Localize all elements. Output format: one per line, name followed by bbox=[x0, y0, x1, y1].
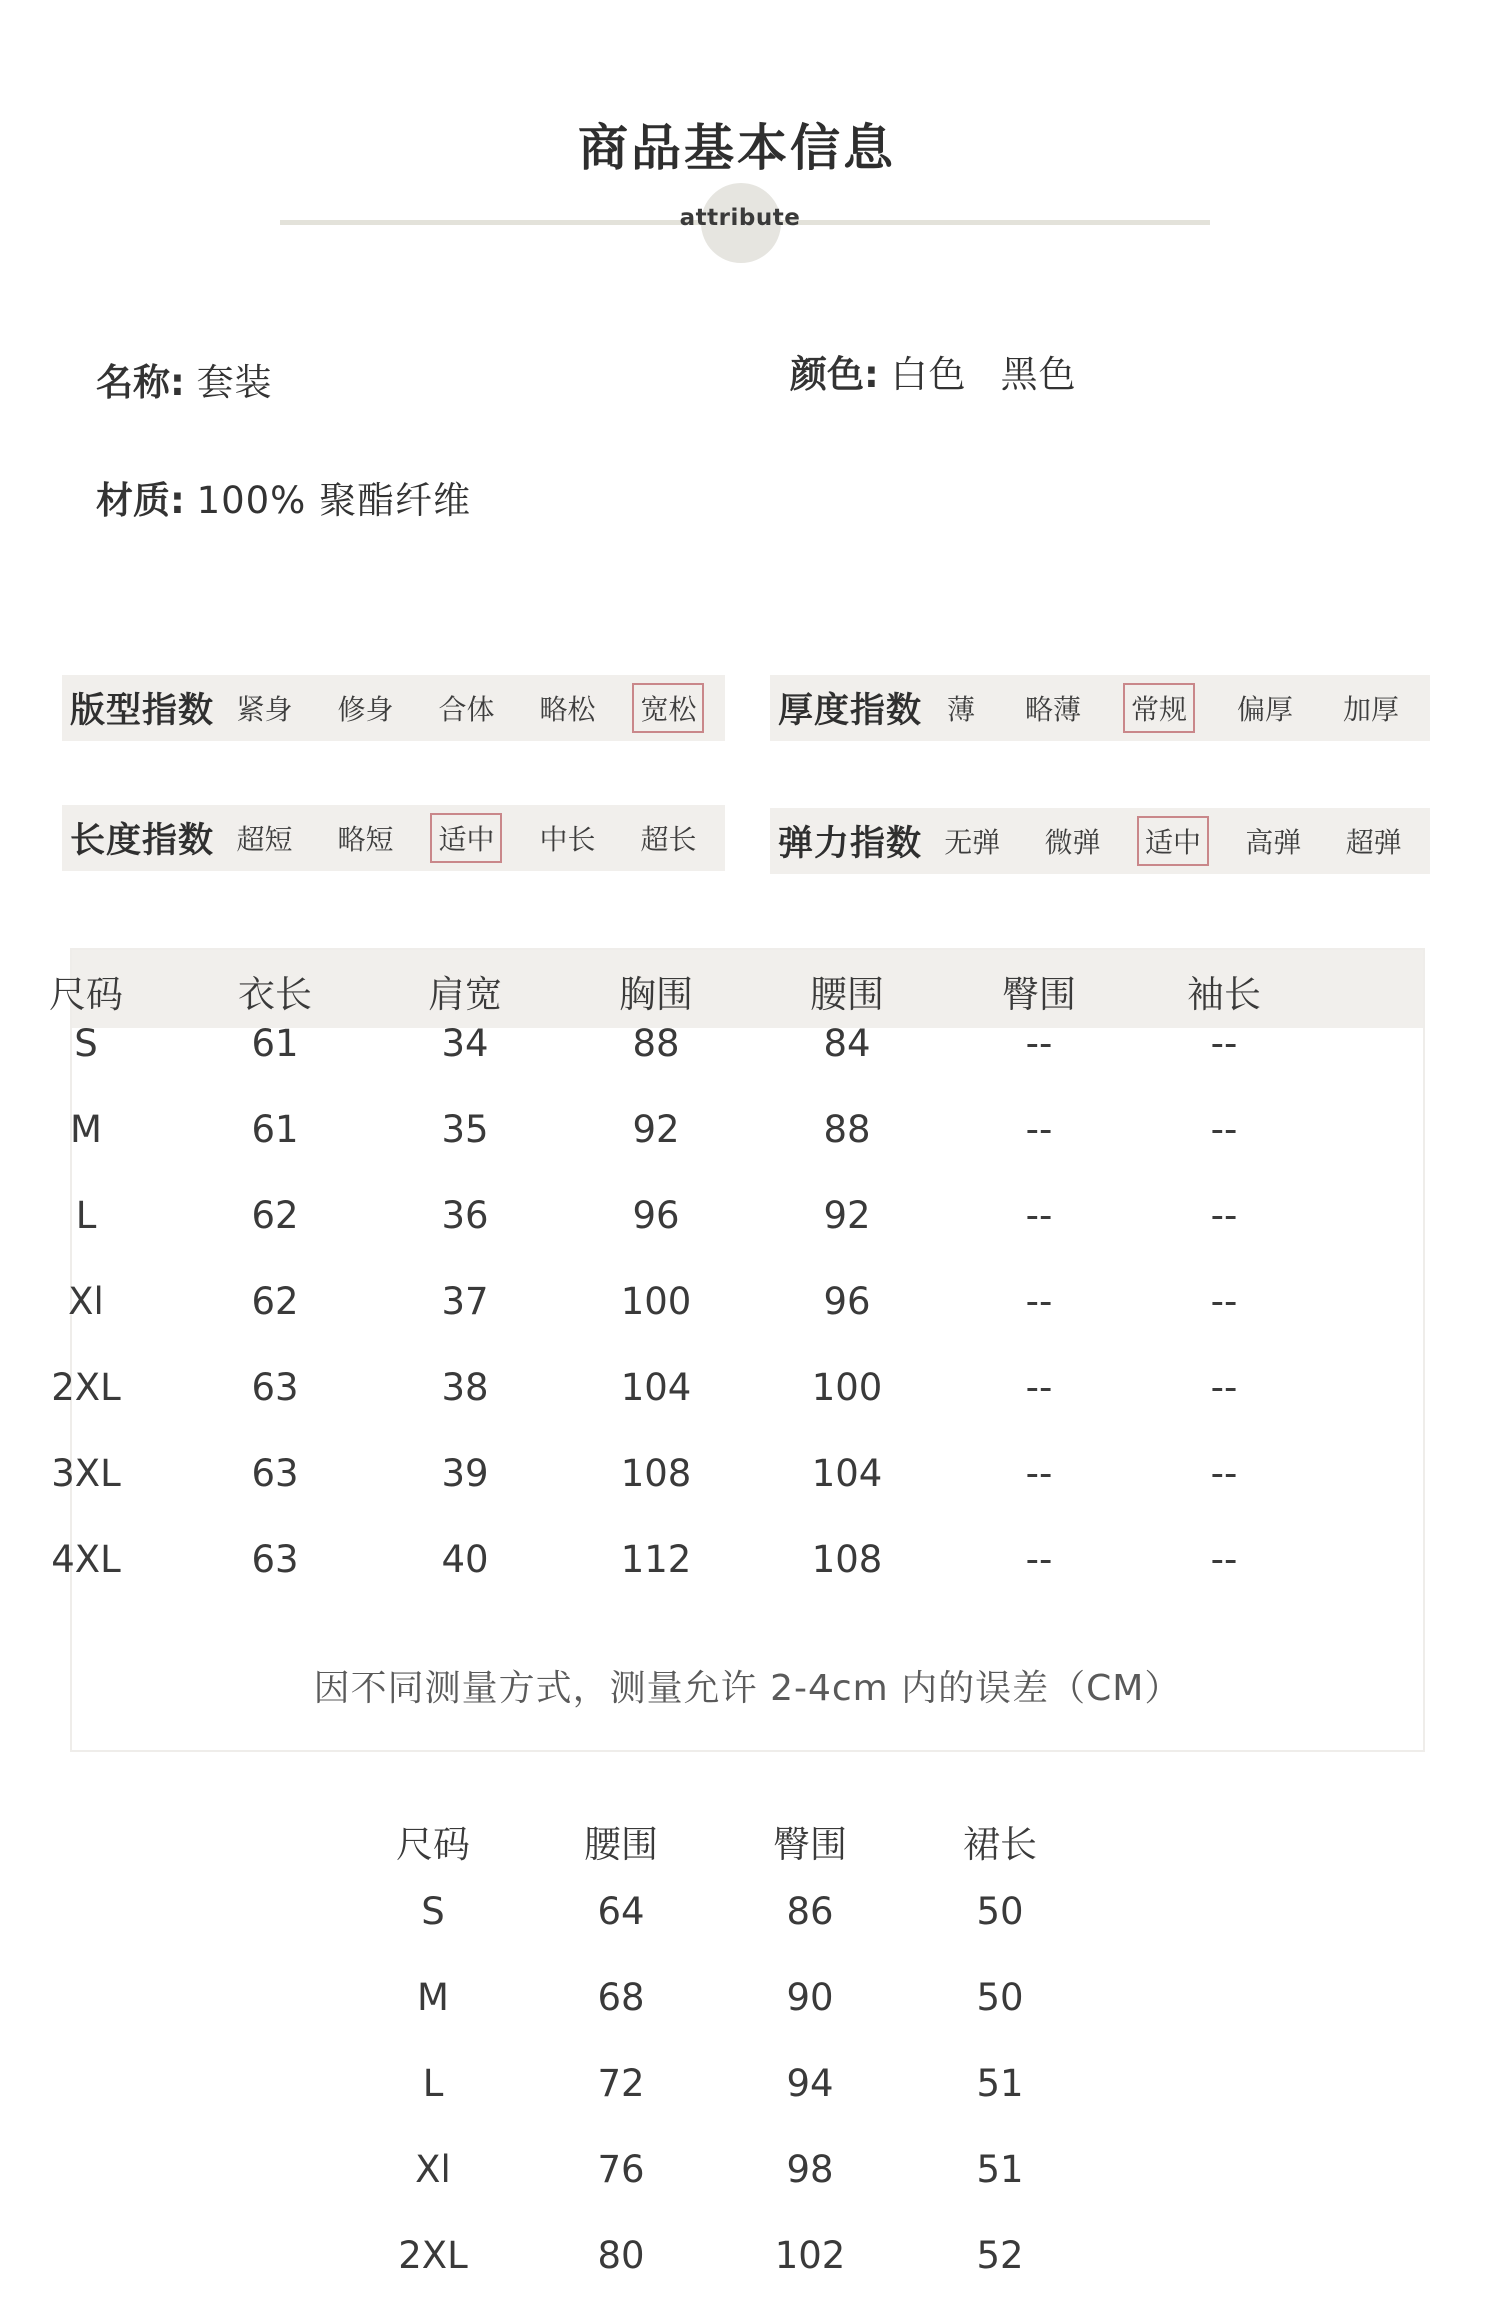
table-cell: M bbox=[70, 1108, 102, 1151]
table-cell: 88 bbox=[823, 1108, 871, 1151]
info-color-label: 颜色: bbox=[790, 353, 879, 396]
table-cell: -- bbox=[1210, 1108, 1238, 1151]
fit-index-options bbox=[214, 683, 725, 733]
table-cell: -- bbox=[1210, 1022, 1238, 1065]
elasticity-index-label: 弹力指数 bbox=[778, 824, 923, 864]
table-header-cell: 臀围 bbox=[1002, 973, 1076, 1016]
table-cell: 39 bbox=[441, 1452, 489, 1495]
size-table-top bbox=[49, 948, 1425, 1752]
table-cell: 100 bbox=[620, 1280, 692, 1323]
table-cell: 61 bbox=[251, 1108, 299, 1151]
table-cell: 61 bbox=[251, 1022, 299, 1065]
table-cell: 92 bbox=[632, 1108, 680, 1151]
table-cell: 92 bbox=[823, 1194, 871, 1237]
skirt-table-cell: 64 bbox=[597, 1890, 645, 1933]
length-option: 超长 bbox=[640, 823, 697, 856]
fit-index-bar bbox=[62, 675, 725, 741]
fit-option: 修身 bbox=[337, 693, 394, 726]
skirt-table-cell: 94 bbox=[786, 2062, 834, 2105]
table-cell: -- bbox=[1025, 1538, 1053, 1581]
length-option: 超短 bbox=[236, 823, 293, 856]
info-material-label: 材质: bbox=[96, 479, 185, 522]
table-cell: -- bbox=[1025, 1280, 1053, 1323]
info-color-white: 白色 bbox=[890, 353, 967, 396]
table-cell: 100 bbox=[811, 1366, 883, 1409]
table-cell: 2XL bbox=[51, 1366, 121, 1409]
table-cell: 63 bbox=[251, 1452, 299, 1495]
table-cell: -- bbox=[1210, 1452, 1238, 1495]
length-index-options bbox=[214, 813, 725, 863]
table-cell: 88 bbox=[632, 1022, 680, 1065]
table-header-cell: 胸围 bbox=[619, 973, 693, 1016]
table-cell: -- bbox=[1025, 1452, 1053, 1495]
info-name-value: 套装 bbox=[196, 361, 273, 404]
skirt-table-cell: 50 bbox=[976, 1890, 1024, 1933]
table-header-cell: 袖长 bbox=[1187, 973, 1261, 1016]
info-name-label: 名称: bbox=[96, 361, 185, 404]
table-cell: 96 bbox=[632, 1194, 680, 1237]
table-header-cell: 衣长 bbox=[238, 973, 312, 1016]
skirt-table-cell: 68 bbox=[597, 1976, 645, 2019]
skirt-table-cell: 76 bbox=[597, 2148, 645, 2191]
length-option: 中长 bbox=[539, 823, 596, 856]
header-subtitle: attribute bbox=[679, 205, 801, 231]
table-cell: L bbox=[75, 1194, 97, 1237]
info-material bbox=[96, 470, 471, 524]
table-cell: 40 bbox=[441, 1538, 489, 1581]
table-cell: 34 bbox=[441, 1022, 489, 1065]
fit-index-label: 版型指数 bbox=[70, 691, 215, 731]
thickness-index-bar bbox=[770, 675, 1430, 741]
elasticity-option: 微弹 bbox=[1044, 826, 1101, 859]
table-header-cell: 尺码 bbox=[49, 973, 123, 1016]
skirt-table-cell: 51 bbox=[976, 2148, 1024, 2191]
table-cell: S bbox=[74, 1022, 98, 1065]
thickness-option: 略薄 bbox=[1024, 693, 1081, 726]
skirt-table-header-cell: 腰围 bbox=[584, 1823, 658, 1866]
skirt-table-cell: L bbox=[422, 2062, 444, 2105]
table-cell: 104 bbox=[811, 1452, 883, 1495]
length-option-selected: 适中 bbox=[430, 813, 502, 863]
table-cell: 108 bbox=[620, 1452, 692, 1495]
table-cell: 35 bbox=[441, 1108, 489, 1151]
length-index-label: 长度指数 bbox=[70, 821, 215, 861]
length-option: 略短 bbox=[337, 823, 394, 856]
thickness-index-label: 厚度指数 bbox=[778, 691, 923, 731]
thickness-option: 加厚 bbox=[1342, 693, 1399, 726]
table-cell: 104 bbox=[620, 1366, 692, 1409]
skirt-table-cell: M bbox=[417, 1976, 449, 2019]
table-cell: 63 bbox=[251, 1538, 299, 1581]
table-cell: -- bbox=[1025, 1366, 1053, 1409]
table-cell: 38 bbox=[441, 1366, 489, 1409]
skirt-table-cell: 51 bbox=[976, 2062, 1024, 2105]
thickness-index-options bbox=[922, 683, 1430, 733]
table-cell: 4XL bbox=[51, 1538, 121, 1581]
skirt-table-cell: 80 bbox=[597, 2234, 645, 2277]
elasticity-option-selected: 适中 bbox=[1137, 816, 1209, 866]
table-cell: 96 bbox=[823, 1280, 871, 1323]
table-cell: -- bbox=[1210, 1280, 1238, 1323]
fit-option: 略松 bbox=[539, 693, 596, 726]
skirt-table-cell: 2XL bbox=[398, 2234, 468, 2277]
skirt-table-cell: 52 bbox=[976, 2234, 1024, 2277]
thickness-option: 偏厚 bbox=[1236, 693, 1293, 726]
table-cell: -- bbox=[1025, 1022, 1053, 1065]
elasticity-index-bar bbox=[770, 808, 1430, 874]
info-color-black: 黑色 bbox=[1000, 353, 1077, 396]
thickness-option: 薄 bbox=[947, 693, 976, 726]
table-cell: -- bbox=[1210, 1194, 1238, 1237]
table-cell: 37 bbox=[441, 1280, 489, 1323]
elasticity-index-options bbox=[922, 816, 1430, 866]
info-material-value: 100% 聚酯纤维 bbox=[196, 479, 472, 522]
table-cell: 63 bbox=[251, 1366, 299, 1409]
table-cell: -- bbox=[1210, 1366, 1238, 1409]
page-title: 商品基本信息 bbox=[578, 119, 896, 177]
skirt-table-cell: S bbox=[421, 1890, 445, 1933]
skirt-table-cell: 50 bbox=[976, 1976, 1024, 2019]
measurement-note: 因不同测量方式，测量允许 2-4cm 内的误差（CM） bbox=[313, 1668, 1182, 1709]
thickness-option-selected: 常规 bbox=[1123, 683, 1195, 733]
table-cell: -- bbox=[1025, 1194, 1053, 1237]
table-cell: 36 bbox=[441, 1194, 489, 1237]
length-index-bar bbox=[62, 805, 725, 871]
skirt-table-cell: Xl bbox=[415, 2148, 451, 2191]
skirt-table-cell: 86 bbox=[786, 1890, 834, 1933]
table-cell: 62 bbox=[251, 1280, 299, 1323]
skirt-table-cell: 98 bbox=[786, 2148, 834, 2191]
fit-option-selected: 宽松 bbox=[632, 683, 704, 733]
table-cell: -- bbox=[1210, 1538, 1238, 1581]
elasticity-option: 高弹 bbox=[1245, 826, 1302, 859]
table-cell: Xl bbox=[68, 1280, 104, 1323]
skirt-table-cell: 90 bbox=[786, 1976, 834, 2019]
table-cell: 108 bbox=[811, 1538, 883, 1581]
elasticity-option: 超弹 bbox=[1345, 826, 1402, 859]
table-cell: 84 bbox=[823, 1022, 871, 1065]
fit-option: 合体 bbox=[438, 693, 495, 726]
info-name bbox=[96, 352, 273, 406]
table-cell: 62 bbox=[251, 1194, 299, 1237]
table-header-cell: 肩宽 bbox=[428, 973, 502, 1016]
skirt-table-cell: 72 bbox=[597, 2062, 645, 2105]
table-cell: 3XL bbox=[51, 1452, 121, 1495]
fit-option: 紧身 bbox=[236, 693, 293, 726]
skirt-table-header-cell: 裙长 bbox=[963, 1823, 1037, 1866]
skirt-size-table bbox=[0, 1800, 1500, 2322]
skirt-table-header-cell: 臀围 bbox=[773, 1823, 847, 1866]
elasticity-option: 无弹 bbox=[944, 826, 1001, 859]
skirt-table-header-cell: 尺码 bbox=[396, 1823, 470, 1866]
table-cell: 112 bbox=[620, 1538, 692, 1581]
table-header-cell: 腰围 bbox=[810, 973, 884, 1016]
table-cell: -- bbox=[1025, 1108, 1053, 1151]
skirt-table-cell: 102 bbox=[774, 2234, 846, 2277]
info-color bbox=[790, 344, 1077, 398]
